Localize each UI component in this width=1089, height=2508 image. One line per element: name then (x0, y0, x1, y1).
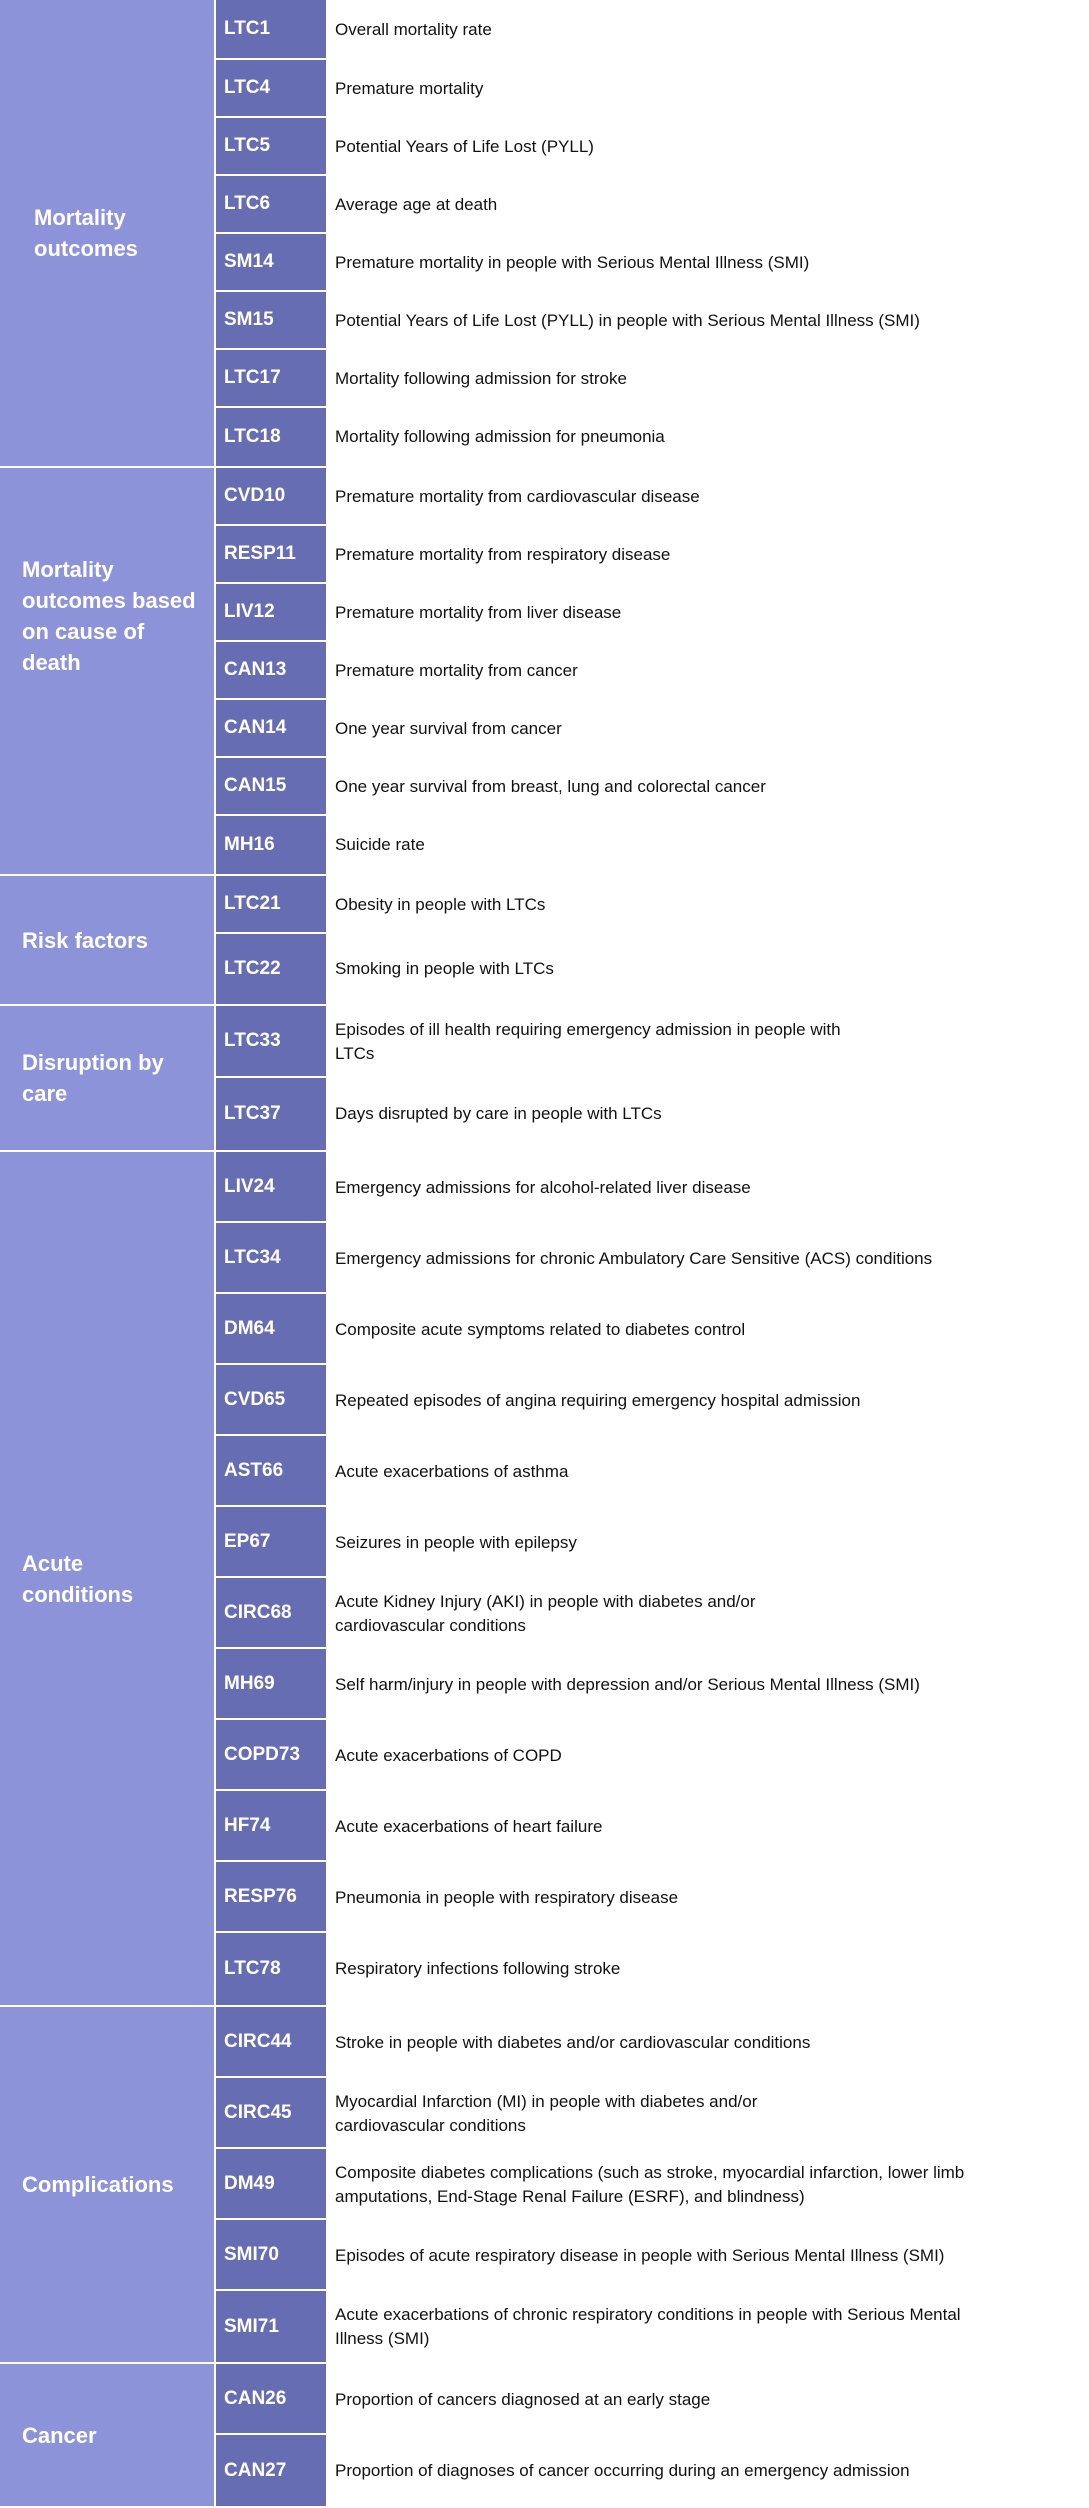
table-row (216, 1507, 1089, 1578)
indicator-rows (216, 1006, 1089, 1150)
table-row (216, 118, 1089, 176)
category-label (0, 2007, 216, 2362)
indicator-description: Repeated episodes of angina requiring emergency hospital admission (335, 1390, 861, 1410)
indicator-code: CAN14 (216, 700, 326, 758)
indicator-code: LTC78 (216, 1933, 326, 2005)
indicator-code: SMI71 (216, 2291, 326, 2362)
indicator-description: Smoking in people with LTCs (335, 959, 554, 978)
indicator-description: Premature mortality (335, 79, 484, 98)
indicator-description: Self harm/injury in people with depression and/or Serious Mental Illness (SMI) (335, 1674, 920, 1694)
indicator-code: DM64 (216, 1294, 326, 1365)
table-row (216, 816, 1089, 874)
indicator-description: Stroke in people with diabetes and/or cardiovascular conditions (335, 2032, 811, 2052)
indicator-code: AST66 (216, 1436, 326, 1507)
indicator-description: Average age at death (335, 195, 498, 214)
table-row (216, 408, 1089, 466)
category-label (0, 876, 216, 1004)
table-row (216, 1933, 1089, 2005)
category-label (0, 1152, 216, 2005)
indicator-description: One year survival from cancer (335, 719, 562, 738)
category-group (0, 1006, 1089, 1152)
category-text: Risk factors (22, 927, 148, 953)
indicator-description: Composite acute symptoms related to diabetes control (335, 1319, 746, 1339)
indicator-rows (216, 2364, 1089, 2506)
indicator-description: Premature mortality in people with Serious Mental Illness (SMI) (335, 253, 810, 272)
indicator-code: LTC6 (216, 176, 326, 234)
table-row (216, 1720, 1089, 1791)
indicator-code: LTC22 (216, 934, 326, 1004)
indicator-rows (216, 876, 1089, 1004)
indicator-code: RESP11 (216, 526, 326, 584)
indicator-description: Acute exacerbations of chronic respiratory conditions in people with Serious Mental Illness (SMI) (335, 2304, 961, 2348)
table-row (216, 934, 1089, 1004)
indicator-rows (216, 2007, 1089, 2362)
indicator-description: Premature mortality from respiratory disease (335, 545, 671, 564)
table-row (216, 350, 1089, 408)
indicator-code: LTC5 (216, 118, 326, 176)
table-row (216, 60, 1089, 118)
indicator-description: Potential Years of Life Lost (PYLL) in people with Serious Mental Illness (SMI) (335, 311, 920, 330)
indicator-code: LTC33 (216, 1006, 326, 1078)
table-row (216, 526, 1089, 584)
indicator-description: Acute exacerbations of asthma (335, 1461, 569, 1481)
category-group (0, 2364, 1089, 2508)
table-row (216, 234, 1089, 292)
indicator-code: SM15 (216, 292, 326, 350)
table-row (216, 1006, 1089, 1078)
indicator-rows (216, 1152, 1089, 2005)
indicator-description: Suicide rate (335, 835, 425, 854)
table-row (216, 1791, 1089, 1862)
table-row (216, 1152, 1089, 1223)
indicator-code: LTC34 (216, 1223, 326, 1294)
indicator-code: CIRC45 (216, 2078, 326, 2149)
indicator-code: CAN27 (216, 2435, 326, 2506)
indicator-description: Pneumonia in people with respiratory disease (335, 1887, 679, 1907)
indicator-description: Premature mortality from cancer (335, 661, 578, 680)
indicator-code: MH69 (216, 1649, 326, 1720)
indicator-code: CIRC44 (216, 2007, 326, 2078)
category-group (0, 1152, 1089, 2007)
table-row (216, 2149, 1089, 2220)
category-label (0, 0, 216, 466)
category-text: Disruption by care (22, 1050, 164, 1106)
table-row (216, 1862, 1089, 1933)
table-row (216, 2435, 1089, 2506)
indicator-description: Proportion of cancers diagnosed at an early stage (335, 2389, 711, 2409)
indicator-code: CAN15 (216, 758, 326, 816)
table-row (216, 0, 1089, 60)
table-row (216, 292, 1089, 350)
table-row (216, 468, 1089, 526)
indicator-code: LTC1 (216, 0, 326, 60)
table-row (216, 2078, 1089, 2149)
table-row (216, 1578, 1089, 1649)
indicator-description: Acute exacerbations of heart failure (335, 1816, 603, 1836)
indicator-description: Proportion of diagnoses of cancer occurring during an emergency admission (335, 2460, 910, 2480)
table-row (216, 2291, 1089, 2362)
indicator-code: LIV12 (216, 584, 326, 642)
category-group (0, 2007, 1089, 2364)
indicator-code: MH16 (216, 816, 326, 874)
indicator-code: SM14 (216, 234, 326, 292)
indicator-description: Premature mortality from liver disease (335, 603, 622, 622)
indicator-code: DM49 (216, 2149, 326, 2220)
indicator-code: CVD10 (216, 468, 326, 526)
indicator-code: LTC4 (216, 60, 326, 118)
category-text: Mortality outcomes based on cause of death (22, 557, 196, 675)
indicator-description: Respiratory infections following stroke (335, 1959, 621, 1978)
table-row (216, 642, 1089, 700)
indicator-description: Mortality following admission for stroke (335, 369, 627, 388)
indicator-code: LTC17 (216, 350, 326, 408)
indicator-description: One year survival from breast, lung and colorectal cancer (335, 777, 766, 796)
category-group (0, 468, 1089, 876)
category-label (0, 468, 216, 874)
indicator-code: CIRC68 (216, 1578, 326, 1649)
indicator-description: Overall mortality rate (335, 20, 492, 39)
table-row (216, 2220, 1089, 2291)
indicator-description: Emergency admissions for chronic Ambulatory Care Sensitive (ACS) conditions (335, 1248, 933, 1268)
indicator-code: LTC37 (216, 1078, 326, 1150)
indicator-code: EP67 (216, 1507, 326, 1578)
table-row (216, 1436, 1089, 1507)
indicator-code: LIV24 (216, 1152, 326, 1223)
table-row (216, 700, 1089, 758)
category-text: Cancer (22, 2422, 97, 2448)
indicator-description: Days disrupted by care in people with LTCs (335, 1104, 662, 1123)
category-text: Acute conditions (22, 1550, 134, 1607)
category-label (0, 2364, 216, 2506)
indicator-description: Episodes of acute respiratory disease in people with Serious Mental Illness (SMI) (335, 2245, 945, 2265)
indicator-description: Acute Kidney Injury (AKI) in people with diabetes and/or cardiovascular conditions (335, 1591, 756, 1635)
table-row (216, 1294, 1089, 1365)
indicator-description: Mortality following admission for pneumonia (335, 427, 665, 446)
indicator-description: Acute exacerbations of COPD (335, 1745, 562, 1765)
indicator-rows (216, 468, 1089, 874)
table-row (216, 584, 1089, 642)
indicator-code: CAN26 (216, 2364, 326, 2435)
indicator-description: Potential Years of Life Lost (PYLL) (335, 137, 594, 156)
category-text: Mortality outcomes (34, 205, 138, 261)
indicator-code: SMI70 (216, 2220, 326, 2291)
category-label (0, 1006, 216, 1150)
indicator-description: Seizures in people with epilepsy (335, 1532, 577, 1552)
indicator-code: CVD65 (216, 1365, 326, 1436)
indicator-description: Composite diabetes complications (such as stroke, myocardial infarction, lower limb amputations, End-Stage Renal Failure (ESRF), and blindness) (335, 2162, 965, 2206)
category-group (0, 0, 1089, 468)
indicator-description: Myocardial Infarction (MI) in people with diabetes and/or cardiovascular conditions (335, 2091, 758, 2135)
indicator-code: HF74 (216, 1791, 326, 1862)
indicator-description: Episodes of ill health requiring emergency admission in people with LTCs (335, 1020, 841, 1063)
indicator-rows (216, 0, 1089, 466)
table-row (216, 758, 1089, 816)
table-row (216, 1365, 1089, 1436)
table-row (216, 176, 1089, 234)
indicator-description: Obesity in people with LTCs (335, 895, 546, 914)
table-row (216, 2364, 1089, 2435)
table-row (216, 1223, 1089, 1294)
table-row (216, 1649, 1089, 1720)
category-group (0, 876, 1089, 1006)
indicator-code: LTC21 (216, 876, 326, 934)
indicator-code: LTC18 (216, 408, 326, 466)
indicator-code: COPD73 (216, 1720, 326, 1791)
indicator-description: Emergency admissions for alcohol-related liver disease (335, 1177, 751, 1197)
indicator-code: RESP76 (216, 1862, 326, 1933)
table-row (216, 876, 1089, 934)
table-row (216, 1078, 1089, 1150)
indicator-description: Premature mortality from cardiovascular disease (335, 487, 700, 506)
category-text: Complications (22, 2172, 174, 2197)
table-row (216, 2007, 1089, 2078)
indicator-code: CAN13 (216, 642, 326, 700)
